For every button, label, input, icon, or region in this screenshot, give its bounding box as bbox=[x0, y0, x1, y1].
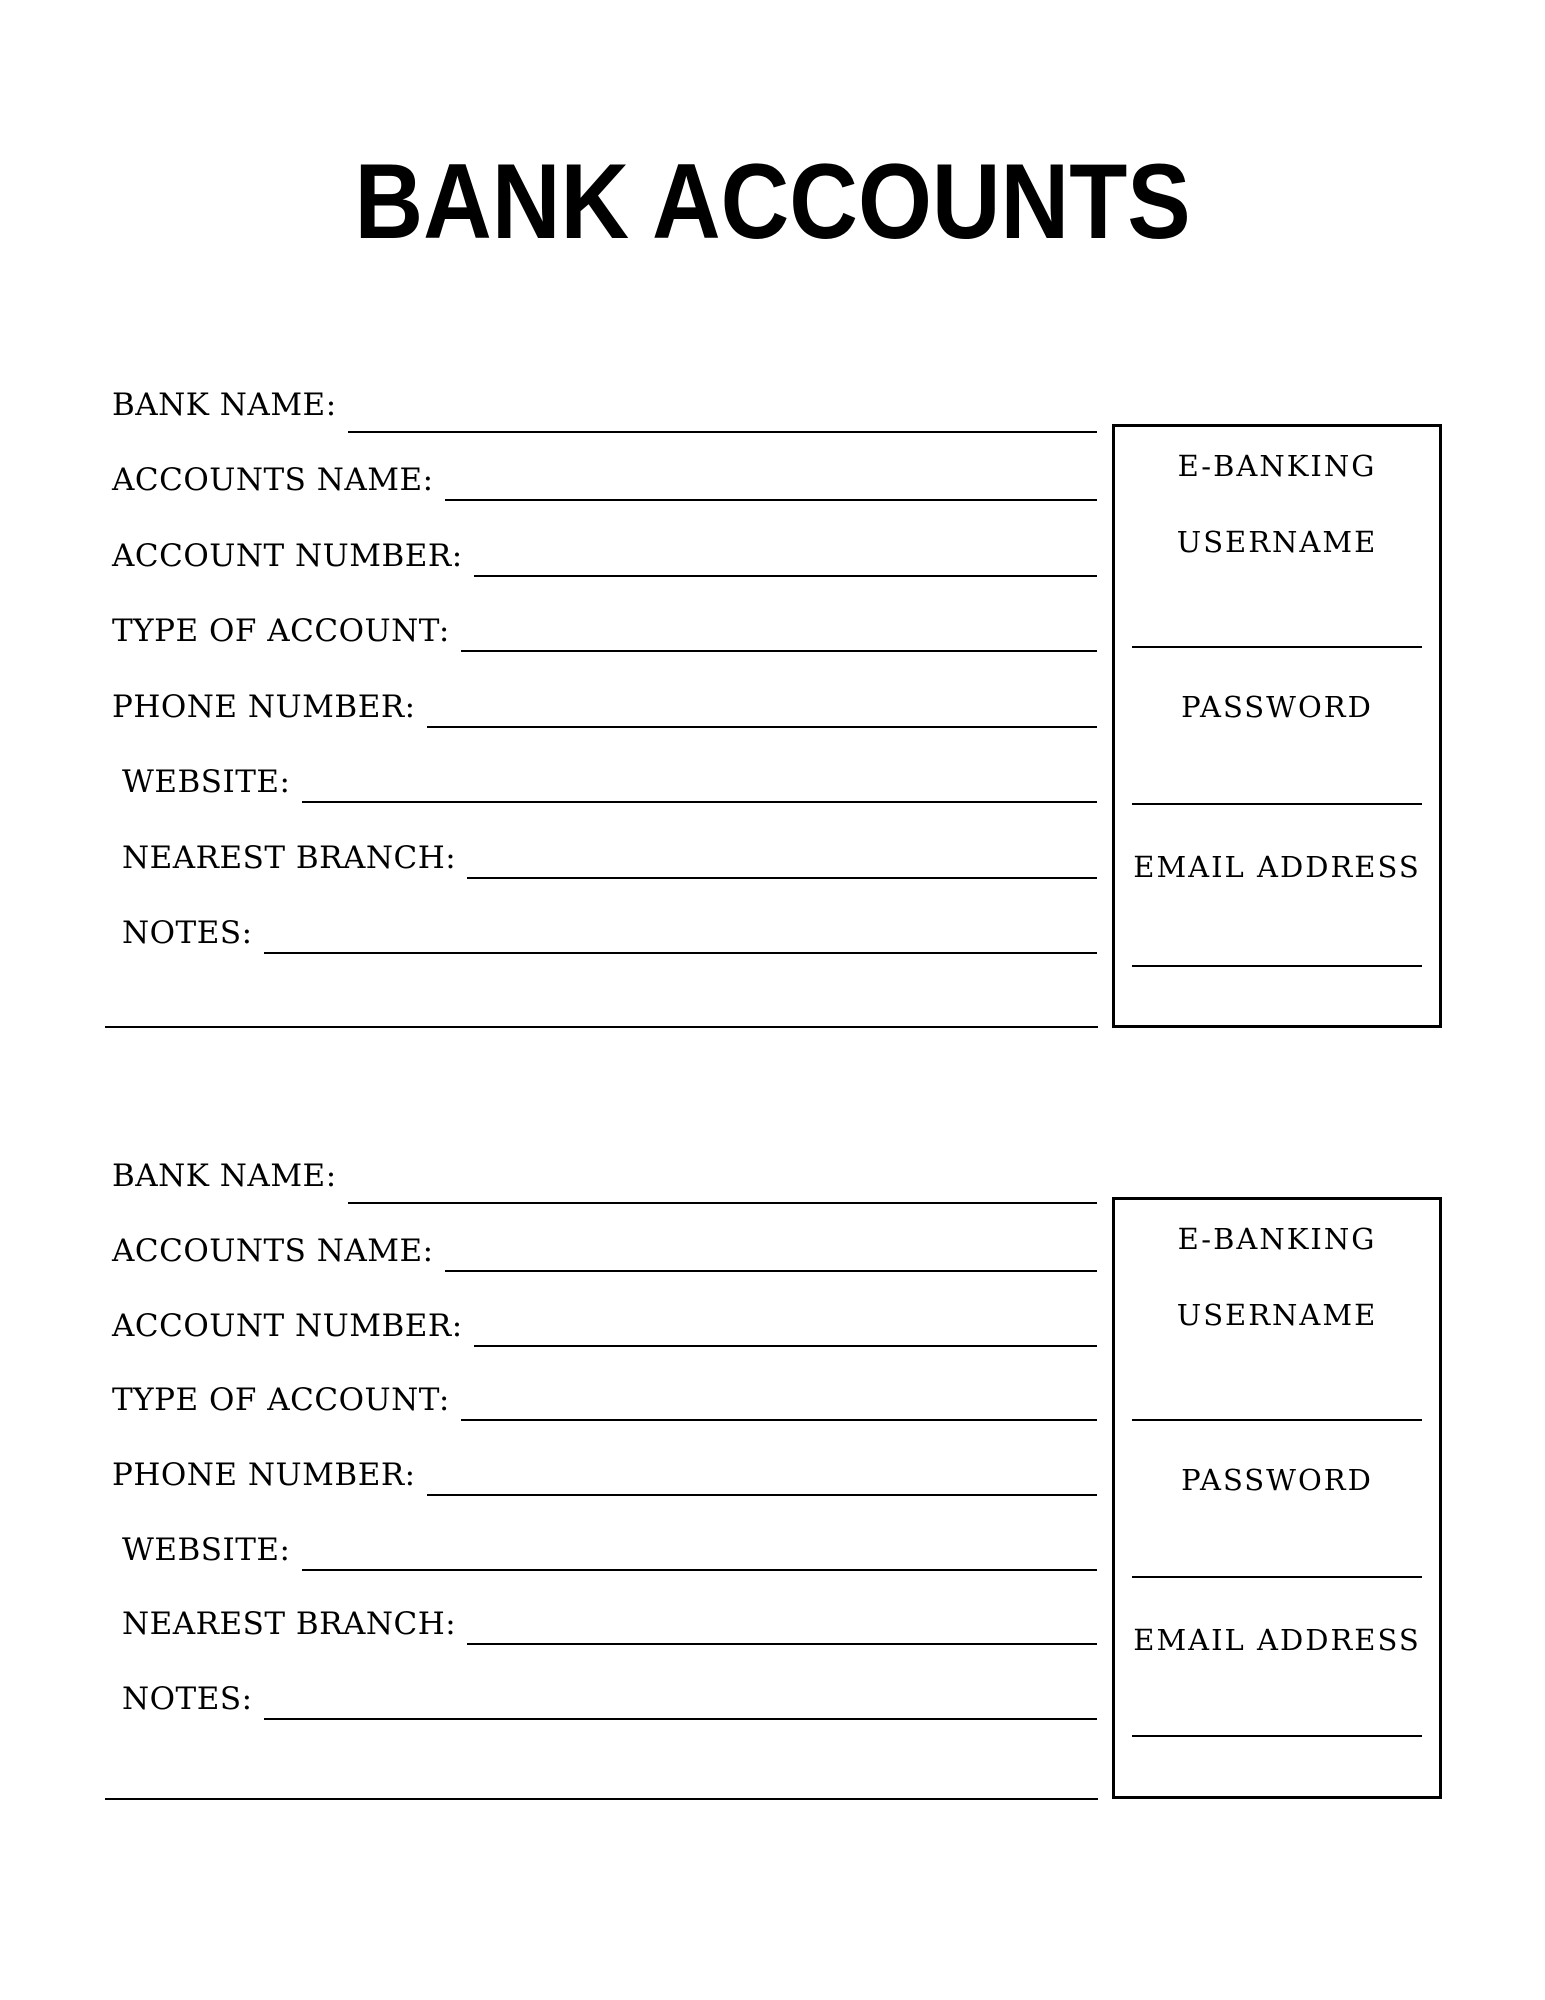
username-label: USERNAME bbox=[1176, 525, 1378, 559]
email-address-label: EMAIL ADDRESS bbox=[1133, 850, 1421, 884]
website-blank-line[interactable] bbox=[302, 759, 1097, 803]
account-number-label: ACCOUNT NUMBER: bbox=[112, 1308, 463, 1344]
accounts-name-label: ACCOUNTS NAME: bbox=[112, 1233, 434, 1269]
phone-number-blank-line[interactable] bbox=[427, 1452, 1097, 1496]
field-row-nearest-branch-1 bbox=[122, 837, 1097, 879]
username-label: USERNAME bbox=[1176, 1298, 1378, 1332]
field-row-accounts-name-1 bbox=[112, 459, 1097, 501]
account-number-label: ACCOUNT NUMBER: bbox=[112, 538, 463, 574]
accounts-name-blank-line[interactable] bbox=[445, 457, 1097, 501]
field-row-notes-2 bbox=[122, 1678, 1097, 1720]
field-row-accounts-name-2 bbox=[112, 1230, 1097, 1272]
field-row-type-of-account-2 bbox=[112, 1379, 1097, 1421]
accounts-name-blank-line[interactable] bbox=[445, 1228, 1097, 1272]
page-title-text: BANK ACCOUNTS bbox=[354, 141, 1191, 262]
password-label: PASSWORD bbox=[1181, 690, 1373, 724]
username-blank-line[interactable] bbox=[1132, 1419, 1422, 1421]
type-of-account-blank-line[interactable] bbox=[461, 1377, 1097, 1421]
field-row-phone-number-2 bbox=[112, 1454, 1097, 1496]
type-of-account-label: TYPE OF ACCOUNT: bbox=[112, 1382, 450, 1418]
field-row-bank-name-1 bbox=[112, 384, 1097, 426]
page-title bbox=[0, 141, 1545, 262]
nearest-branch-blank-line[interactable] bbox=[467, 1601, 1097, 1645]
field-row-type-of-account-1 bbox=[112, 610, 1097, 652]
field-row-phone-number-1 bbox=[112, 686, 1097, 728]
notes-blank-line[interactable] bbox=[264, 910, 1097, 954]
notes-label: NOTES: bbox=[122, 1681, 253, 1717]
ebanking-title: E-BANKING bbox=[1177, 1222, 1377, 1256]
nearest-branch-label: NEAREST BRANCH: bbox=[122, 1606, 457, 1642]
email-address-blank-line[interactable] bbox=[1132, 1735, 1422, 1737]
username-blank-line[interactable] bbox=[1132, 646, 1422, 648]
type-of-account-blank-line[interactable] bbox=[461, 608, 1097, 652]
notes-blank-line[interactable] bbox=[264, 1676, 1097, 1720]
bank-name-blank-line[interactable] bbox=[348, 1160, 1097, 1204]
nearest-branch-blank-line[interactable] bbox=[467, 835, 1097, 879]
website-label: WEBSITE: bbox=[122, 1532, 291, 1568]
bank-name-blank-line[interactable] bbox=[348, 389, 1097, 433]
website-label: WEBSITE: bbox=[122, 764, 291, 800]
field-row-account-number-2 bbox=[112, 1305, 1097, 1347]
password-label: PASSWORD bbox=[1181, 1463, 1373, 1497]
phone-number-label: PHONE NUMBER: bbox=[112, 689, 416, 725]
password-blank-line[interactable] bbox=[1132, 803, 1422, 805]
field-row-nearest-branch-2 bbox=[122, 1603, 1097, 1645]
field-row-website-2 bbox=[122, 1529, 1097, 1571]
website-blank-line[interactable] bbox=[302, 1527, 1097, 1571]
bank-name-label: BANK NAME: bbox=[112, 1158, 337, 1194]
ebanking-title: E-BANKING bbox=[1177, 449, 1377, 483]
ebanking-panel-1 bbox=[1112, 424, 1442, 1028]
field-row-account-number-1 bbox=[112, 535, 1097, 577]
notes-label: NOTES: bbox=[122, 915, 253, 951]
field-row-website-1 bbox=[122, 761, 1097, 803]
password-blank-line[interactable] bbox=[1132, 1576, 1422, 1578]
account-number-blank-line[interactable] bbox=[474, 533, 1097, 577]
notes-continuation-line-2[interactable] bbox=[105, 1798, 1098, 1800]
account-number-blank-line[interactable] bbox=[474, 1303, 1097, 1347]
bank-name-label: BANK NAME: bbox=[112, 387, 337, 423]
field-row-bank-name-2 bbox=[112, 1155, 1097, 1197]
nearest-branch-label: NEAREST BRANCH: bbox=[122, 840, 457, 876]
notes-continuation-line-1[interactable] bbox=[105, 1026, 1098, 1028]
type-of-account-label: TYPE OF ACCOUNT: bbox=[112, 613, 450, 649]
email-address-blank-line[interactable] bbox=[1132, 965, 1422, 967]
accounts-name-label: ACCOUNTS NAME: bbox=[112, 462, 434, 498]
phone-number-label: PHONE NUMBER: bbox=[112, 1457, 416, 1493]
field-row-notes-1 bbox=[122, 912, 1097, 954]
ebanking-panel-2 bbox=[1112, 1197, 1442, 1799]
email-address-label: EMAIL ADDRESS bbox=[1133, 1623, 1421, 1657]
phone-number-blank-line[interactable] bbox=[427, 684, 1097, 728]
